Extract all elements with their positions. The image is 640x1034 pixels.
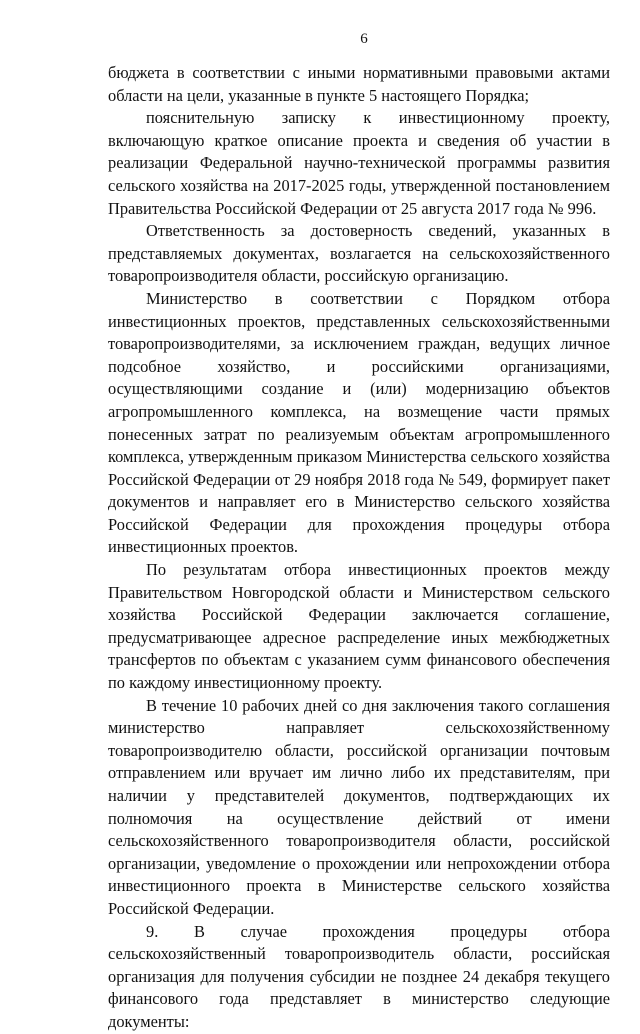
paragraph-ministry-package: Министерство в соответствии с Порядком отбора инвестиционных проектов, представленных сельскохозяйственными товаропроизводителями, за исключением граждан, ведущих личное подсобное хозяйство, и российскими организациями, осуществляющими создание и (или) модернизацию объектов агропромышленного комплекса, на возмещение части прямых понесенных затрат по реализуемым объектам агропромышленного комплекса, утвержденным приказом Министерства сельского хозяйства Российской Федерации от 29 ноября 2018 года № 549, формирует пакет документов и направляет его в Министерство сельского хозяйства Российской Федерации для прохождения процедуры отбора инвестиционных проектов. — [108, 288, 610, 557]
paragraph-responsibility: Ответственность за достоверность сведений, указанных в представляемых документах, возлагается на сельскохозяйственного товаропроизводителя области, российскую организацию. — [108, 221, 610, 286]
page-number: 6 — [360, 31, 368, 47]
paragraph-agreement: По результатам отбора инвестиционных проектов между Правительством Новгородской области и Министерством сельского хозяйства Российской Федерации заключается соглашение, предусматривающее адресное распределение иных межбюджетных трансфертов по объектам с указанием сумм финансового обеспечения по каждому инвестиционному проекту. — [108, 560, 610, 693]
paragraph-budget-purpose: бюджета в соответствии с иными нормативными правовыми актами области на цели, указанные в пункте 5 настоящего Порядка; — [108, 63, 610, 105]
paragraph-notification: В течение 10 рабочих дней со дня заключения такого соглашения министерство направляет сельскохозяйственному товаропроизводителю области, российской организации почтовым отправлением или вручает им лично либо их представителям, при наличии у представителей документов, подтверждающих их полномочия на осуществление действий от имени сельскохозяйственного товаропроизводителя области, российской организации, уведомление о прохождении или непрохождении отбора инвестиционного проекта в Министерстве сельского хозяйства Российской Федерации. — [108, 695, 610, 918]
document-page — [108, 30, 610, 1034]
paragraph-section-9: 9. В случае прохождения процедуры отбора сельскохозяйственный товаропроизводитель области, российская организация для получения субсидии не позднее 24 декабря текущего финансового года представляет в министерство следующие документы: — [108, 921, 610, 1031]
paragraph-explanatory-note: пояснительную записку к инвестиционному проекту, включающую краткое описание проекта и сведения об участии в реализации Федеральной научно-технической программы развития сельского хозяйства на 2017-2025 годы, утвержденной постановлением Правительства Российской Федерации от 25 августа 2017 года № 996. — [108, 108, 610, 218]
